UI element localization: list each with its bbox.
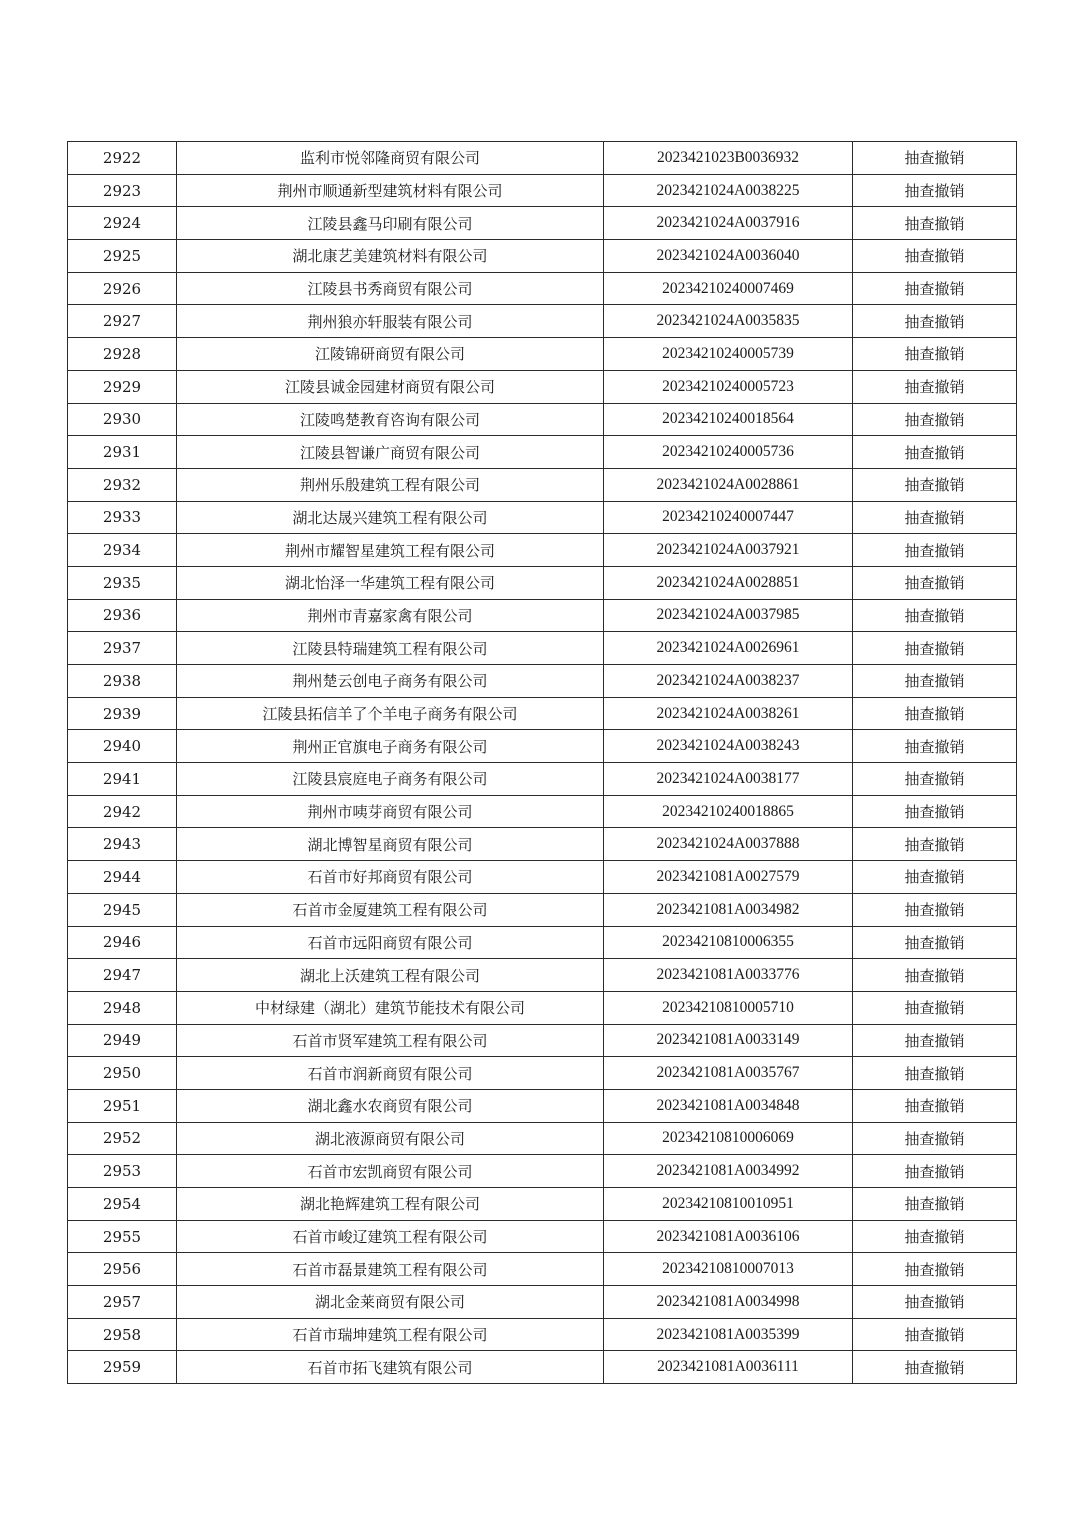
table-row [68, 795, 1017, 828]
row-number-cell: 2930 [68, 403, 177, 436]
registration-code-cell: 20234210240018564 [604, 403, 853, 436]
company-name-cell: 江陵县书秀商贸有限公司 [177, 272, 604, 305]
table-row [68, 1057, 1017, 1090]
row-number-cell: 2959 [68, 1351, 177, 1384]
status-cell: 抽查撤销 [853, 534, 1017, 567]
table-row [68, 730, 1017, 763]
row-number-cell: 2948 [68, 991, 177, 1024]
registration-code-cell: 20234210240018865 [604, 795, 853, 828]
row-number-cell: 2958 [68, 1318, 177, 1351]
registration-code-cell: 2023421081A0035399 [604, 1318, 853, 1351]
company-name-cell: 江陵县智谦广商贸有限公司 [177, 436, 604, 469]
table-row [68, 959, 1017, 992]
company-name-cell: 荆州市咦芽商贸有限公司 [177, 795, 604, 828]
status-cell: 抽查撤销 [853, 305, 1017, 338]
registration-code-cell: 20234210810006355 [604, 926, 853, 959]
table-row [68, 403, 1017, 436]
company-name-cell: 石首市金厦建筑工程有限公司 [177, 893, 604, 926]
row-number-cell: 2926 [68, 272, 177, 305]
table-row [68, 1122, 1017, 1155]
company-name-cell: 中材绿建（湖北）建筑节能技术有限公司 [177, 991, 604, 1024]
registration-code-cell: 2023421024A0038237 [604, 665, 853, 698]
registration-code-cell: 20234210240005723 [604, 370, 853, 403]
company-name-cell: 荆州乐殷建筑工程有限公司 [177, 468, 604, 501]
table-row [68, 1089, 1017, 1122]
row-number-cell: 2949 [68, 1024, 177, 1057]
registration-code-cell: 2023421024A0038225 [604, 174, 853, 207]
registration-code-cell: 2023421024A0037985 [604, 599, 853, 632]
company-name-cell: 荆州市顺通新型建筑材料有限公司 [177, 174, 604, 207]
company-name-cell: 江陵县诚金园建材商贸有限公司 [177, 370, 604, 403]
registration-code-cell: 2023421081A0034998 [604, 1286, 853, 1319]
company-name-cell: 湖北康艺美建筑材料有限公司 [177, 240, 604, 273]
table-row [68, 566, 1017, 599]
row-number-cell: 2947 [68, 959, 177, 992]
status-cell: 抽查撤销 [853, 795, 1017, 828]
status-cell: 抽查撤销 [853, 370, 1017, 403]
registration-code-cell: 20234210810006069 [604, 1122, 853, 1155]
company-name-cell: 监利市悦邻隆商贸有限公司 [177, 142, 604, 175]
company-name-cell: 湖北上沃建筑工程有限公司 [177, 959, 604, 992]
registration-code-cell: 2023421081A0027579 [604, 861, 853, 894]
status-cell: 抽查撤销 [853, 501, 1017, 534]
registration-code-cell: 20234210240007447 [604, 501, 853, 534]
registration-code-cell: 2023421024A0036040 [604, 240, 853, 273]
status-cell: 抽查撤销 [853, 1024, 1017, 1057]
registration-code-cell: 2023421023B0036932 [604, 142, 853, 175]
row-number-cell: 2934 [68, 534, 177, 567]
status-cell: 抽查撤销 [853, 566, 1017, 599]
company-name-cell: 江陵县特瑞建筑工程有限公司 [177, 632, 604, 665]
status-cell: 抽查撤销 [853, 1318, 1017, 1351]
table-row [68, 1318, 1017, 1351]
company-name-cell: 荆州楚云创电子商务有限公司 [177, 665, 604, 698]
company-name-cell: 江陵锦研商贸有限公司 [177, 338, 604, 371]
company-name-cell: 石首市好邦商贸有限公司 [177, 861, 604, 894]
status-cell: 抽查撤销 [853, 142, 1017, 175]
row-number-cell: 2924 [68, 207, 177, 240]
company-name-cell: 荆州市青嘉家禽有限公司 [177, 599, 604, 632]
status-cell: 抽查撤销 [853, 1188, 1017, 1221]
table-row [68, 240, 1017, 273]
row-number-cell: 2933 [68, 501, 177, 534]
status-cell: 抽查撤销 [853, 272, 1017, 305]
registration-code-cell: 2023421024A0037916 [604, 207, 853, 240]
table-row [68, 1188, 1017, 1221]
status-cell: 抽查撤销 [853, 991, 1017, 1024]
status-cell: 抽查撤销 [853, 1286, 1017, 1319]
row-number-cell: 2943 [68, 828, 177, 861]
row-number-cell: 2950 [68, 1057, 177, 1090]
company-name-cell: 湖北液源商贸有限公司 [177, 1122, 604, 1155]
status-cell: 抽查撤销 [853, 1057, 1017, 1090]
registration-code-cell: 2023421024A0035835 [604, 305, 853, 338]
company-name-cell: 荆州市耀智星建筑工程有限公司 [177, 534, 604, 567]
row-number-cell: 2928 [68, 338, 177, 371]
status-cell: 抽查撤销 [853, 697, 1017, 730]
row-number-cell: 2953 [68, 1155, 177, 1188]
status-cell: 抽查撤销 [853, 665, 1017, 698]
status-cell: 抽查撤销 [853, 338, 1017, 371]
registration-code-cell: 20234210240005736 [604, 436, 853, 469]
revocation-table [67, 141, 1017, 1384]
row-number-cell: 2935 [68, 566, 177, 599]
registration-code-cell: 2023421081A0036111 [604, 1351, 853, 1384]
row-number-cell: 2952 [68, 1122, 177, 1155]
registration-code-cell: 2023421081A0033776 [604, 959, 853, 992]
status-cell: 抽查撤销 [853, 1155, 1017, 1188]
table-row [68, 828, 1017, 861]
row-number-cell: 2923 [68, 174, 177, 207]
row-number-cell: 2937 [68, 632, 177, 665]
table-row [68, 305, 1017, 338]
table-row [68, 1220, 1017, 1253]
row-number-cell: 2945 [68, 893, 177, 926]
registration-code-cell: 2023421081A0034992 [604, 1155, 853, 1188]
table-row [68, 468, 1017, 501]
table-row [68, 1253, 1017, 1286]
status-cell: 抽查撤销 [853, 240, 1017, 273]
row-number-cell: 2931 [68, 436, 177, 469]
row-number-cell: 2946 [68, 926, 177, 959]
registration-code-cell: 2023421024A0028851 [604, 566, 853, 599]
registration-code-cell: 20234210240007469 [604, 272, 853, 305]
table-row [68, 370, 1017, 403]
registration-code-cell: 2023421081A0034982 [604, 893, 853, 926]
row-number-cell: 2932 [68, 468, 177, 501]
status-cell: 抽查撤销 [853, 763, 1017, 796]
status-cell: 抽查撤销 [853, 1089, 1017, 1122]
registration-code-cell: 20234210810010951 [604, 1188, 853, 1221]
registration-code-cell: 2023421081A0034848 [604, 1089, 853, 1122]
company-name-cell: 石首市磊景建筑工程有限公司 [177, 1253, 604, 1286]
company-name-cell: 石首市拓飞建筑有限公司 [177, 1351, 604, 1384]
row-number-cell: 2956 [68, 1253, 177, 1286]
registration-code-cell: 2023421024A0037921 [604, 534, 853, 567]
registration-code-cell: 2023421024A0028861 [604, 468, 853, 501]
table-row [68, 632, 1017, 665]
company-name-cell: 石首市贤军建筑工程有限公司 [177, 1024, 604, 1057]
company-name-cell: 湖北鑫水农商贸有限公司 [177, 1089, 604, 1122]
registration-code-cell: 20234210810005710 [604, 991, 853, 1024]
status-cell: 抽查撤销 [853, 599, 1017, 632]
registration-code-cell: 20234210810007013 [604, 1253, 853, 1286]
company-name-cell: 石首市润新商贸有限公司 [177, 1057, 604, 1090]
row-number-cell: 2954 [68, 1188, 177, 1221]
registration-code-cell: 2023421024A0038177 [604, 763, 853, 796]
table-row [68, 436, 1017, 469]
status-cell: 抽查撤销 [853, 207, 1017, 240]
status-cell: 抽查撤销 [853, 632, 1017, 665]
company-name-cell: 湖北达晟兴建筑工程有限公司 [177, 501, 604, 534]
table-row [68, 991, 1017, 1024]
table-row [68, 1155, 1017, 1188]
row-number-cell: 2925 [68, 240, 177, 273]
company-name-cell: 荆州狼亦轩服装有限公司 [177, 305, 604, 338]
table-row [68, 861, 1017, 894]
company-name-cell: 湖北艳辉建筑工程有限公司 [177, 1188, 604, 1221]
company-name-cell: 江陵县鑫马印刷有限公司 [177, 207, 604, 240]
row-number-cell: 2939 [68, 697, 177, 730]
registration-code-cell: 2023421024A0037888 [604, 828, 853, 861]
status-cell: 抽查撤销 [853, 1253, 1017, 1286]
row-number-cell: 2944 [68, 861, 177, 894]
status-cell: 抽查撤销 [853, 1220, 1017, 1253]
table-row [68, 338, 1017, 371]
status-cell: 抽查撤销 [853, 1122, 1017, 1155]
row-number-cell: 2940 [68, 730, 177, 763]
table-row [68, 207, 1017, 240]
table-row [68, 926, 1017, 959]
company-name-cell: 湖北金莱商贸有限公司 [177, 1286, 604, 1319]
status-cell: 抽查撤销 [853, 959, 1017, 992]
registration-code-cell: 2023421081A0035767 [604, 1057, 853, 1090]
table-row [68, 272, 1017, 305]
company-name-cell: 石首市宏凯商贸有限公司 [177, 1155, 604, 1188]
table-row [68, 1286, 1017, 1319]
registration-code-cell: 2023421024A0038243 [604, 730, 853, 763]
registration-code-cell: 2023421024A0026961 [604, 632, 853, 665]
status-cell: 抽查撤销 [853, 403, 1017, 436]
status-cell: 抽查撤销 [853, 926, 1017, 959]
table-row [68, 893, 1017, 926]
row-number-cell: 2955 [68, 1220, 177, 1253]
table-row [68, 1351, 1017, 1384]
row-number-cell: 2922 [68, 142, 177, 175]
table-row [68, 174, 1017, 207]
company-name-cell: 石首市峻辽建筑工程有限公司 [177, 1220, 604, 1253]
row-number-cell: 2929 [68, 370, 177, 403]
status-cell: 抽查撤销 [853, 730, 1017, 763]
status-cell: 抽查撤销 [853, 174, 1017, 207]
company-name-cell: 江陵县拓信羊了个羊电子商务有限公司 [177, 697, 604, 730]
status-cell: 抽查撤销 [853, 893, 1017, 926]
company-name-cell: 荆州正官旗电子商务有限公司 [177, 730, 604, 763]
table-body [68, 142, 1017, 1384]
status-cell: 抽查撤销 [853, 468, 1017, 501]
table-row [68, 599, 1017, 632]
row-number-cell: 2951 [68, 1089, 177, 1122]
status-cell: 抽查撤销 [853, 828, 1017, 861]
status-cell: 抽查撤销 [853, 1351, 1017, 1384]
table-row [68, 1024, 1017, 1057]
registration-code-cell: 20234210240005739 [604, 338, 853, 371]
company-name-cell: 湖北博智星商贸有限公司 [177, 828, 604, 861]
company-name-cell: 石首市远阳商贸有限公司 [177, 926, 604, 959]
row-number-cell: 2936 [68, 599, 177, 632]
row-number-cell: 2942 [68, 795, 177, 828]
company-name-cell: 江陵鸣楚教育咨询有限公司 [177, 403, 604, 436]
row-number-cell: 2927 [68, 305, 177, 338]
registration-code-cell: 2023421081A0036106 [604, 1220, 853, 1253]
registration-code-cell: 2023421024A0038261 [604, 697, 853, 730]
table-row [68, 763, 1017, 796]
table-row [68, 697, 1017, 730]
table-row [68, 665, 1017, 698]
table-row [68, 501, 1017, 534]
status-cell: 抽查撤销 [853, 861, 1017, 894]
row-number-cell: 2938 [68, 665, 177, 698]
table-row [68, 534, 1017, 567]
company-name-cell: 湖北怡泽一华建筑工程有限公司 [177, 566, 604, 599]
status-cell: 抽查撤销 [853, 436, 1017, 469]
row-number-cell: 2941 [68, 763, 177, 796]
company-name-cell: 江陵县宸庭电子商务有限公司 [177, 763, 604, 796]
registration-code-cell: 2023421081A0033149 [604, 1024, 853, 1057]
row-number-cell: 2957 [68, 1286, 177, 1319]
company-name-cell: 石首市瑞坤建筑工程有限公司 [177, 1318, 604, 1351]
table-row [68, 142, 1017, 175]
